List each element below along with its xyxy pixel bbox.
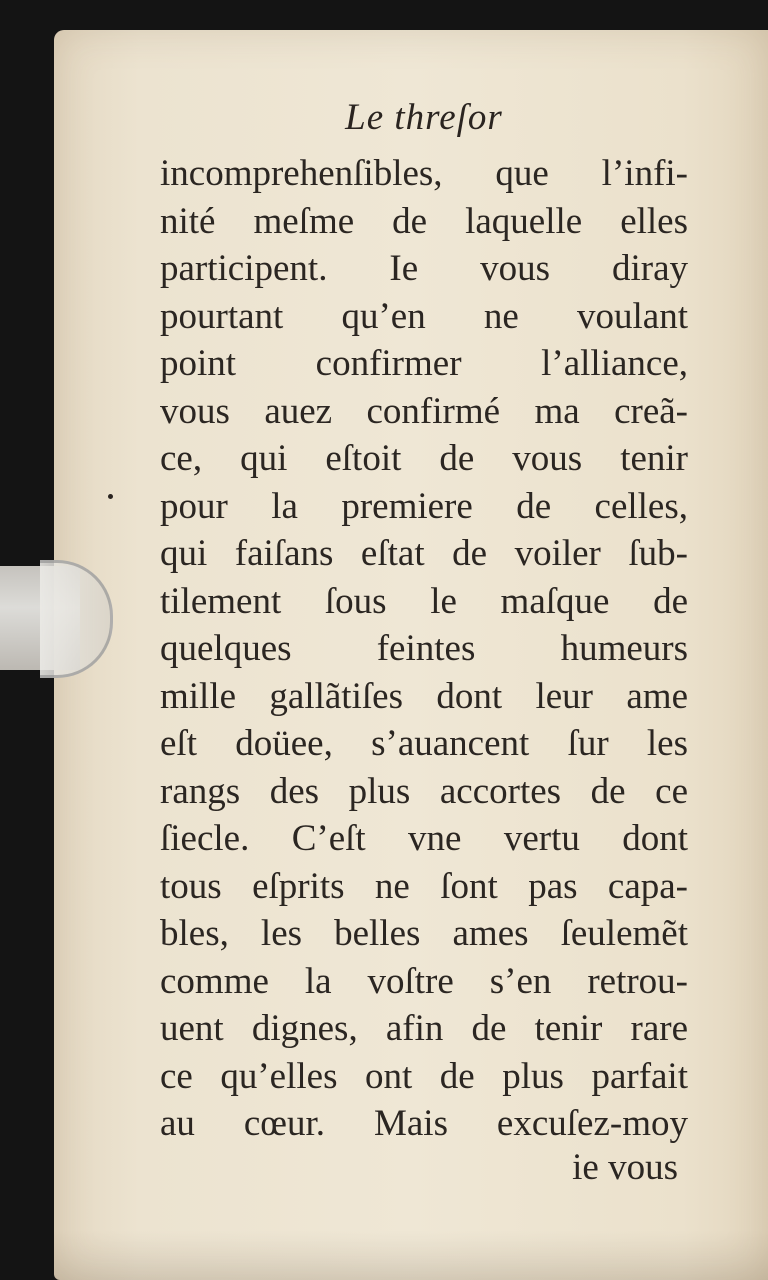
page-clip [0,560,112,675]
text-line: bles, les belles ames ſeulemẽt [160,913,688,954]
text-line: comme la voſtre s’en retrou- [160,960,688,1002]
text-line: participent. Ie vous diray [160,248,688,289]
text-line: nité meſme de laquelle elles [160,200,688,242]
text-line: ce qu’elles ont de plus parfait [160,1055,688,1097]
text-line: pourtant qu’en ne voulant [160,295,688,337]
text-line: point confirmer l’alliance, [160,343,688,384]
catchword: ie vous [572,1147,678,1188]
text-line: quelques feintes humeurs [160,628,688,669]
text-line: incomprehenſibles, que l’infi- [160,153,688,194]
text-line: ſiecle. C’eſt vne vertu dont [160,818,688,859]
text-line: au cœur. Mais excuſez-moy [160,1103,688,1144]
page-bottom-edge [54,1230,768,1280]
text-line: uent dignes, afin de tenir rare [160,1008,688,1049]
text-line: ce, qui eſtoit de vous tenir [160,438,688,479]
text-line: tous eſprits ne ſont pas capa- [160,865,688,907]
text-line: pour la premiere de celles, [160,485,688,527]
running-head: Le threſor [345,97,503,138]
clip-loop [40,560,113,678]
body-text [160,150,688,1148]
text-line: qui faiſans eſtat de voiler ſub- [160,533,688,574]
text-line: tilement ſous le maſque de [160,580,688,622]
text-line: mille gallãtiſes dont leur ame [160,675,688,717]
ink-speck [108,494,113,499]
text-line: eſt doüee, s’auancent ſur les [160,723,688,764]
text-line: rangs des plus accortes de ce [160,770,688,812]
text-line: vous auez confirmé ma creã- [160,390,688,432]
